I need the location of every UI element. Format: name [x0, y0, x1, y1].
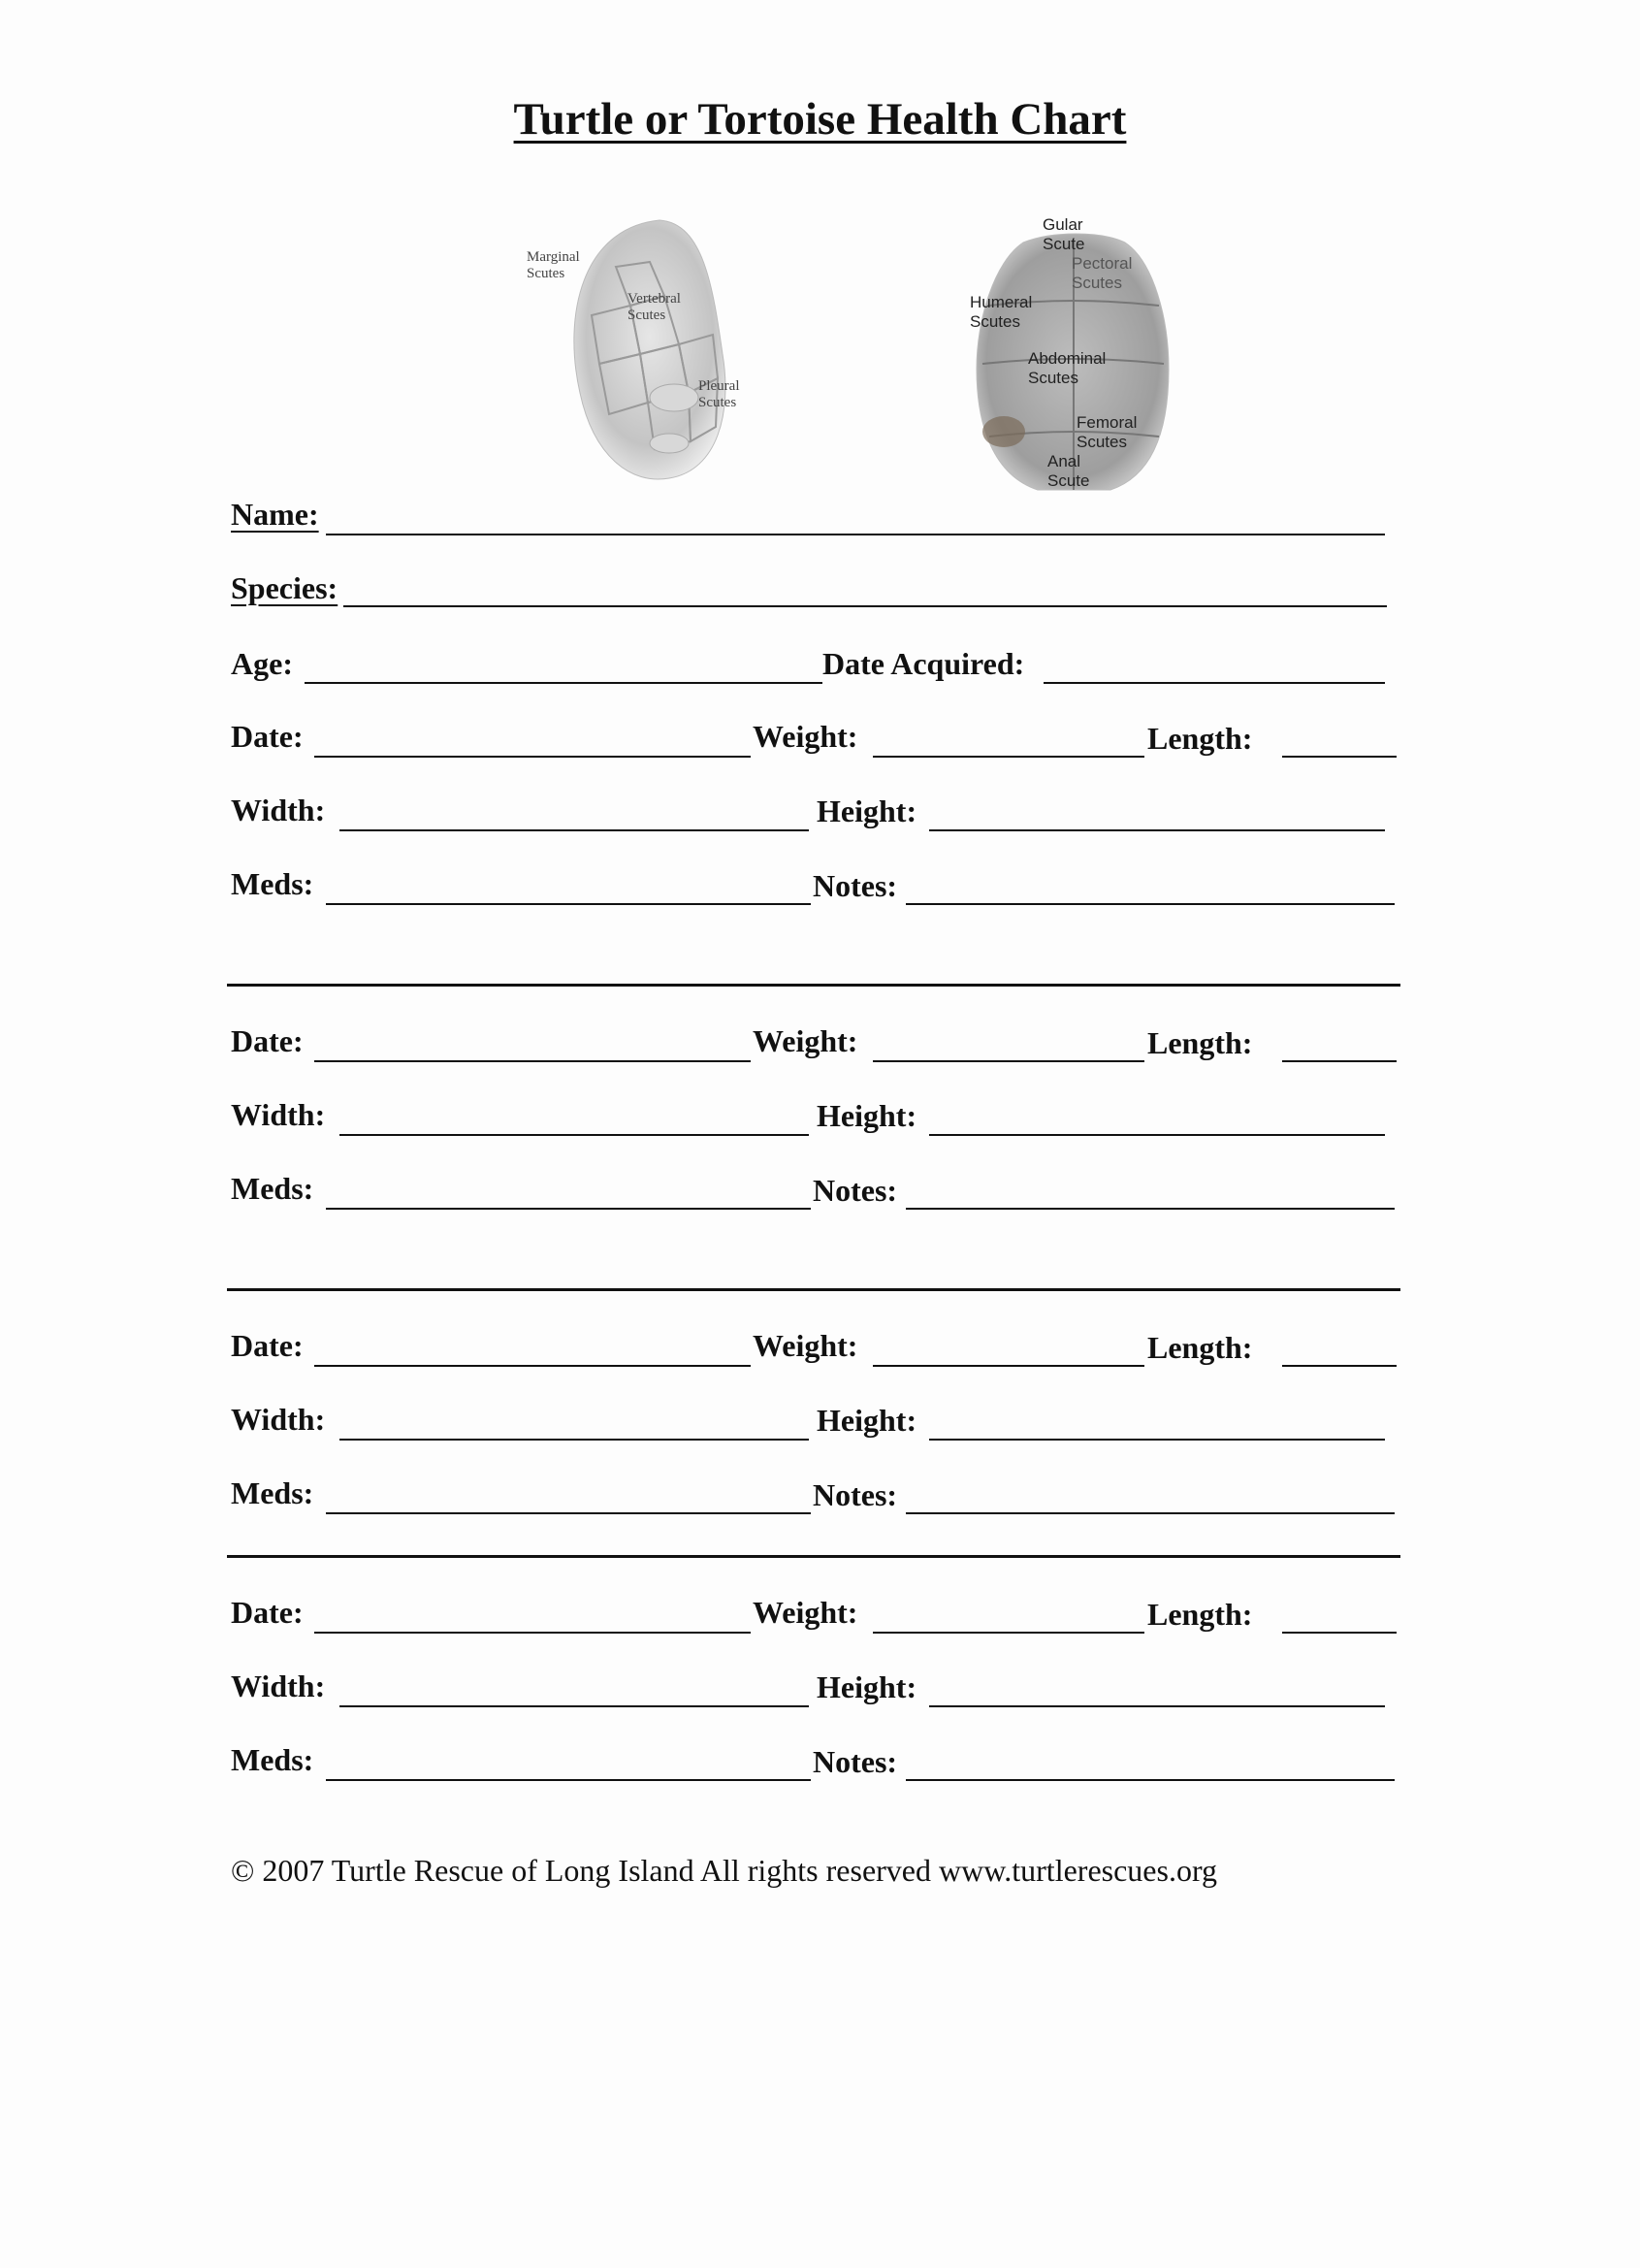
- name-field[interactable]: [326, 534, 1385, 535]
- notes-label: Notes:: [813, 1744, 898, 1779]
- width-label: Width:: [231, 1402, 326, 1437]
- notes-field[interactable]: [906, 1779, 1395, 1781]
- page-title: Turtle or Tortoise Health Chart: [513, 94, 1127, 145]
- width-label: Width:: [231, 793, 326, 827]
- notes-field[interactable]: [906, 1512, 1395, 1514]
- record-divider: [227, 1555, 1400, 1558]
- date-label: Date:: [231, 1595, 304, 1630]
- abdominal-scutes-label: Abdominal Scutes: [1028, 349, 1107, 387]
- gular-scute-label: Gular Scute: [1043, 215, 1085, 253]
- meds-label: Meds:: [231, 1742, 314, 1777]
- meds-field[interactable]: [326, 1208, 811, 1210]
- species-field[interactable]: [343, 605, 1387, 607]
- length-label: Length:: [1147, 1025, 1253, 1060]
- weight-label: Weight:: [753, 1595, 858, 1630]
- date-field[interactable]: [314, 1060, 751, 1062]
- length-label: Length:: [1147, 1330, 1253, 1365]
- notes-label: Notes:: [813, 868, 898, 903]
- width-field[interactable]: [339, 1134, 809, 1136]
- date-field[interactable]: [314, 1365, 751, 1367]
- meds-field[interactable]: [326, 903, 811, 905]
- date-label: Date:: [231, 1328, 304, 1363]
- meds-field[interactable]: [326, 1512, 811, 1514]
- length-field[interactable]: [1282, 1365, 1397, 1367]
- length-field[interactable]: [1282, 756, 1397, 758]
- meds-label: Meds:: [231, 1171, 314, 1206]
- weight-field[interactable]: [873, 1365, 1144, 1367]
- width-label: Width:: [231, 1097, 326, 1132]
- species-label: Species:: [231, 570, 338, 605]
- notes-label: Notes:: [813, 1477, 898, 1512]
- date-label: Date:: [231, 719, 304, 754]
- copyright-footer: © 2007 Turtle Rescue of Long Island All rights reserved www.turtlerescues.org: [231, 1853, 1218, 1888]
- vertebral-scutes-label: Vertebral Scutes: [627, 291, 681, 324]
- weight-field[interactable]: [873, 756, 1144, 758]
- meds-field[interactable]: [326, 1779, 811, 1781]
- record-divider: [227, 984, 1400, 987]
- notes-field[interactable]: [906, 1208, 1395, 1210]
- record-divider: [227, 1288, 1400, 1291]
- height-field[interactable]: [929, 829, 1385, 831]
- pleural-scutes-label: Pleural Scutes: [698, 378, 740, 411]
- height-label: Height:: [817, 1098, 917, 1133]
- date-acquired-field[interactable]: [1044, 682, 1385, 684]
- meds-label: Meds:: [231, 1475, 314, 1510]
- weight-label: Weight:: [753, 719, 858, 754]
- height-field[interactable]: [929, 1439, 1385, 1441]
- age-field[interactable]: [305, 682, 822, 684]
- anal-scute-label: Anal Scute: [1047, 452, 1090, 490]
- length-label: Length:: [1147, 721, 1253, 756]
- width-field[interactable]: [339, 829, 809, 831]
- age-label: Age:: [231, 646, 293, 681]
- date-label: Date:: [231, 1023, 304, 1058]
- femoral-scutes-label: Femoral Scutes: [1077, 413, 1138, 451]
- length-field[interactable]: [1282, 1060, 1397, 1062]
- width-field[interactable]: [339, 1705, 809, 1707]
- length-label: Length:: [1147, 1597, 1253, 1632]
- name-label: Name:: [231, 497, 319, 532]
- carapace-diagram: [524, 209, 776, 490]
- weight-label: Weight:: [753, 1328, 858, 1363]
- date-acquired-label: Date Acquired:: [822, 646, 1025, 681]
- width-field[interactable]: [339, 1439, 809, 1441]
- width-label: Width:: [231, 1669, 326, 1703]
- height-label: Height:: [817, 1669, 917, 1704]
- notes-field[interactable]: [906, 903, 1395, 905]
- humeral-scutes-label: Humeral Scutes: [970, 293, 1033, 331]
- pectoral-scutes-label: Pectoral Scutes: [1072, 254, 1133, 292]
- date-field[interactable]: [314, 1632, 751, 1634]
- height-field[interactable]: [929, 1705, 1385, 1707]
- weight-field[interactable]: [873, 1060, 1144, 1062]
- length-field[interactable]: [1282, 1632, 1397, 1634]
- weight-field[interactable]: [873, 1632, 1144, 1634]
- notes-label: Notes:: [813, 1173, 898, 1208]
- plastron-diagram: [965, 213, 1188, 500]
- meds-label: Meds:: [231, 866, 314, 901]
- height-label: Height:: [817, 1403, 917, 1438]
- weight-label: Weight:: [753, 1023, 858, 1058]
- height-label: Height:: [817, 794, 917, 828]
- marginal-scutes-label: Marginal Scutes: [527, 249, 580, 282]
- date-field[interactable]: [314, 756, 751, 758]
- height-field[interactable]: [929, 1134, 1385, 1136]
